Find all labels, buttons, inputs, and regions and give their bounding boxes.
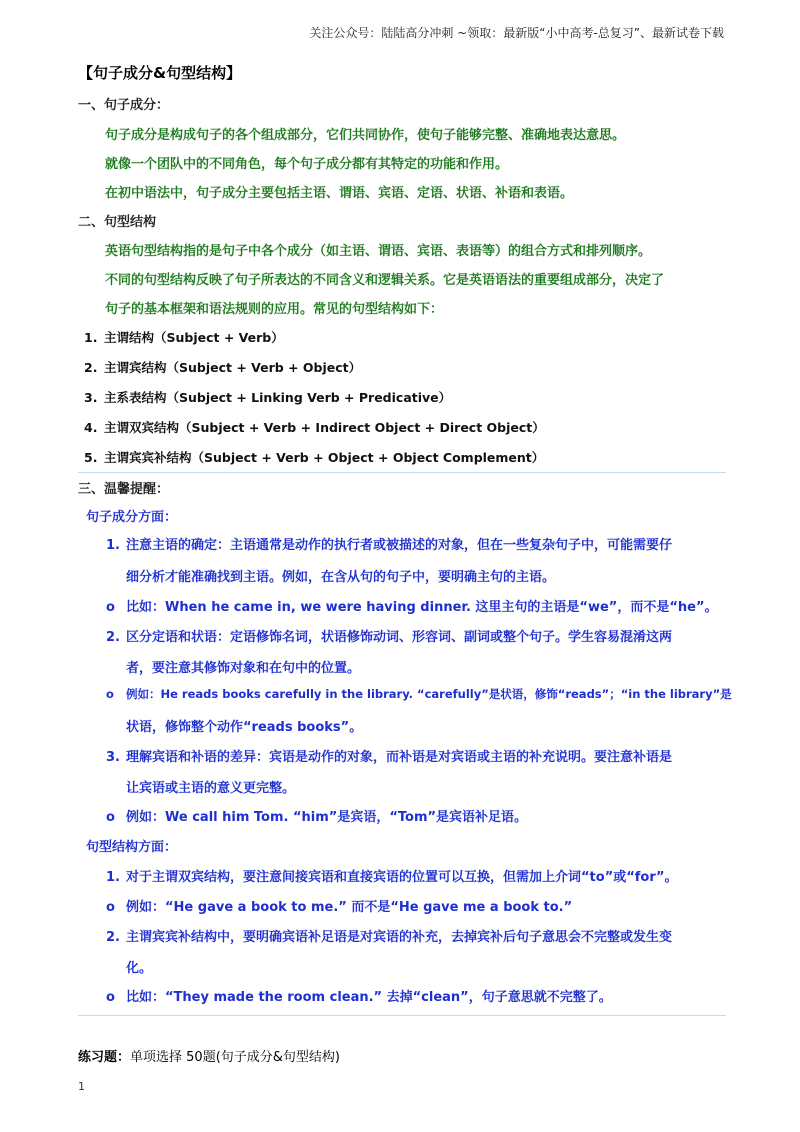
tip-text: 比如：When he came in, we were having dinner. 这里主句的主语是“we”，而不是“he”。 [126,600,718,615]
structure-item [84,358,361,376]
divider [78,1015,726,1016]
subsection-heading: 句型结构方面： [86,840,178,855]
structure-item [84,388,451,406]
item-text: 主谓结构（Subject + Verb） [104,330,284,345]
section1-heading: 一、句子成分： [78,98,170,113]
section1-line: 句子成分是构成句子的各个组成部分，它们共同协作，使句子能够完整、准确地表达意思。 [105,128,626,143]
bullet-marker: o [106,810,115,825]
section3-heading: 三、温馨提醒： [78,482,170,497]
tip-line [106,926,672,945]
page-number: 1 [78,1080,85,1093]
item-text: 主谓宾结构（Subject + Verb + Object） [104,360,362,375]
item-number: 1. [84,330,98,345]
tip-text: 细分析才能准确找到主语。例如，在含从句的句子中，要明确主句的主语。 [126,570,556,585]
item-text: 主谓双宾结构（Subject + Verb + Indirect Object + Direct Object） [104,420,545,435]
tip-text: 例如：“He gave a book to me.” 而不是“He gave me a book to.” [126,900,573,915]
section1-line: 就像一个团队中的不同角色，每个句子成分都有其特定的功能和作用。 [105,157,509,172]
bullet-marker: o [106,990,115,1005]
item-number: 5. [84,450,98,465]
tip-text: 例如：He reads books carefully in the library. “carefully”是状语，修饰“reads”；“in the library”是 [126,687,732,701]
tip-marker: 1. [106,538,120,553]
section2-line: 英语句型结构指的是句子中各个成分（如主语、谓语、宾语、表语等）的组合方式和排列顺序。 [105,244,652,259]
tip-line [106,626,672,645]
item-number: 4. [84,420,98,435]
page-header: 关注公众号：陆陆高分冲刺 ~领取：最新版“小中高考-总复习”、最新试卷下载 [309,26,724,40]
section2-line: 句子的基本框架和语法规则的应用。常见的句型结构如下： [105,302,444,317]
tip-line [106,686,732,702]
tip-line [106,896,572,915]
tip-line [106,534,672,553]
tip-line [126,657,360,676]
tip-text: 注意主语的确定：主语通常是动作的执行者或被描述的对象，但在一些复杂句子中，可能需要仔 [126,538,673,553]
exercise-label: 练习题： [78,1050,131,1065]
tip-text: 例如：We call him Tom. “him”是宾语，“Tom”是宾语补足语。 [126,810,528,825]
tip-line [126,777,295,796]
section2-line: 不同的句型结构反映了句子所表达的不同含义和逻辑关系。它是英语语法的重要组成部分，决定了 [105,273,665,288]
tip-text: 化。 [126,961,153,976]
tip-line [106,806,527,825]
bullet-marker: o [106,900,115,915]
tip-line [126,957,152,976]
exercise-text: 单项选择 50题(句子成分&句型结构) [130,1050,340,1065]
tip-marker: 3. [106,750,120,765]
tip-marker: 1. [106,870,120,885]
bullet-marker: o [106,600,115,615]
tip-text: 理解宾语和补语的差异：宾语是动作的对象，而补语是对宾语或主语的补充说明。要注意补语是 [126,750,673,765]
tip-text: 状语，修饰整个动作“reads books”。 [126,720,363,735]
structure-item [84,448,544,466]
tip-text: 对于主谓双宾结构，要注意间接宾语和直接宾语的位置可以互换，但需加上介词“to”或“for”。 [126,870,678,885]
structure-item [84,328,284,346]
tip-marker: 2. [106,930,120,945]
tip-line [106,986,612,1005]
tip-line [106,866,678,885]
exercise-heading [78,1046,340,1065]
tip-text: 主谓宾宾补结构中，要明确宾语补足语是对宾语的补充，去掉宾补后句子意思会不完整或发生变 [126,930,673,945]
tip-marker: 2. [106,630,120,645]
tip-line [106,596,718,615]
tip-text: 区分定语和状语：定语修饰名词，状语修饰动词、形容词、副词或整个句子。学生容易混淆这两 [126,630,673,645]
item-text: 主谓宾宾补结构（Subject + Verb + Object + Object Complement） [104,450,545,465]
tip-text: 者，要注意其修饰对象和在句中的位置。 [126,661,361,676]
bullet-marker: o [106,687,114,701]
document-title: 【句子成分&句型结构】 [78,64,242,82]
tip-line [106,746,672,765]
subsection-heading: 句子成分方面： [86,510,178,525]
tip-text: 比如：“They made the room clean.” 去掉“clean”，句子意思就不完整了。 [126,990,612,1005]
section1-line: 在初中语法中，句子成分主要包括主语、谓语、宾语、定语、状语、补语和表语。 [105,186,574,201]
item-number: 3. [84,390,98,405]
item-number: 2. [84,360,98,375]
item-text: 主系表结构（Subject + Linking Verb + Predicative） [104,390,452,405]
structure-item [84,418,545,436]
section2-heading: 二、句型结构 [78,215,157,230]
tip-line [126,566,555,585]
tip-line [126,716,362,735]
divider [78,472,726,473]
tip-text: 让宾语或主语的意义更完整。 [126,781,296,796]
